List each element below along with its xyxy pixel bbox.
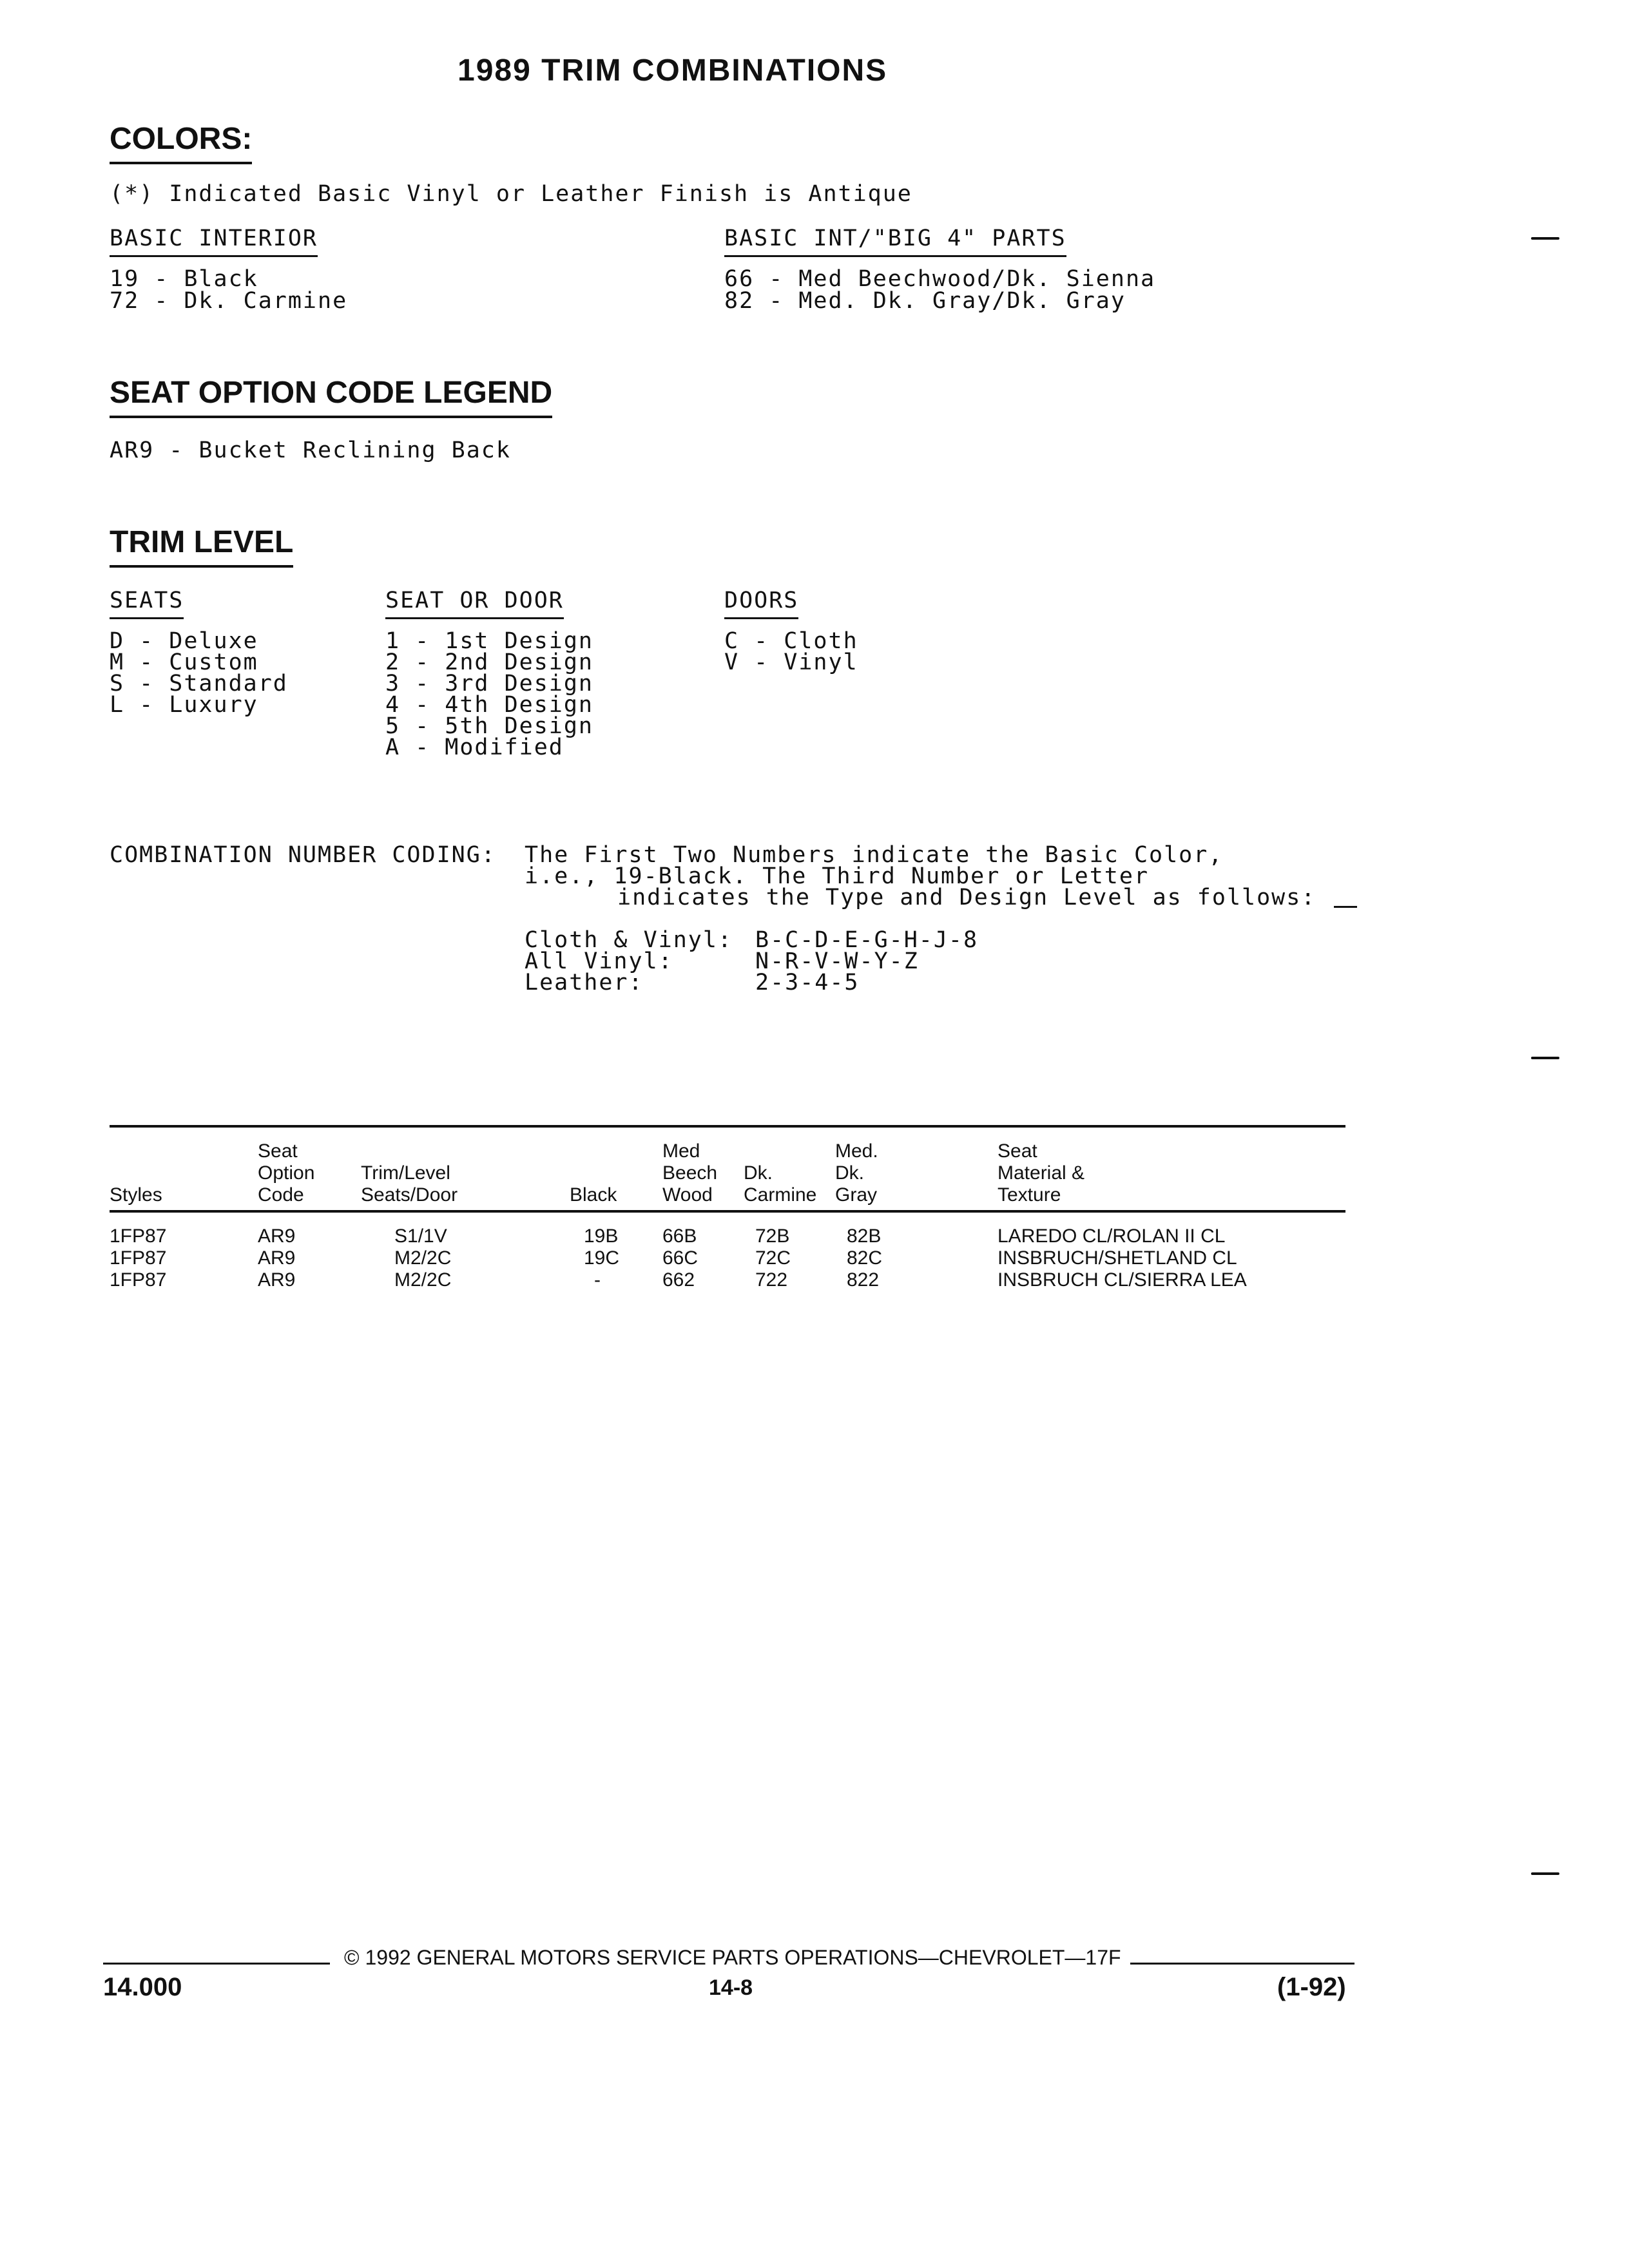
- seat-option-item: AR9 - Bucket Reclining Back: [110, 437, 511, 463]
- table-top-rule: [110, 1125, 1345, 1128]
- header-trim-level: Seats/Door: [361, 1184, 458, 1206]
- cell-trim-level: M2/2C: [394, 1269, 452, 1291]
- cell-seat-material: LAREDO CL/ROLAN II CL: [998, 1225, 1226, 1247]
- margin-tick: [1531, 237, 1559, 240]
- cell-med-dk-gray: 82C: [847, 1247, 883, 1269]
- coding-underline: [1334, 906, 1357, 908]
- header-med-beech-wood: Wood: [662, 1184, 713, 1206]
- header-seat-option-code: Option: [258, 1162, 315, 1184]
- cell-dk-carmine: 72B: [755, 1225, 790, 1247]
- header-black: Black: [570, 1184, 617, 1206]
- cell-med-dk-gray: 822: [847, 1269, 880, 1291]
- basic-int-parts-item: 66 - Med Beechwood/Dk. Sienna: [724, 266, 1156, 292]
- seat-or-door-item: 2 - 2nd Design: [385, 649, 594, 675]
- cell-style: 1FP87: [110, 1247, 167, 1269]
- cell-black: 19B: [584, 1225, 619, 1247]
- footer-copyright: © 1992 GENERAL MOTORS SERVICE PARTS OPERATIONS—CHEVROLET—17F: [344, 1946, 1121, 1969]
- cell-seat-option: AR9: [258, 1269, 296, 1291]
- basic-int-parts-item: 82 - Med. Dk. Gray/Dk. Gray: [724, 288, 1126, 314]
- header-seat-material: Texture: [998, 1184, 1061, 1206]
- doors-item: C - Cloth: [724, 628, 858, 654]
- cell-seat-material: INSBRUCH/SHETLAND CL: [998, 1247, 1237, 1269]
- header-med-dk-gray: Gray: [835, 1184, 878, 1206]
- coding-type-codes: B-C-D-E-G-H-J-8: [755, 927, 979, 953]
- seat-or-door-item: A - Modified: [385, 735, 564, 760]
- header-trim-level: Trim/Level: [361, 1162, 450, 1184]
- page-title: 1989 TRIM COMBINATIONS: [458, 53, 888, 88]
- colors-note: (*) Indicated Basic Vinyl or Leather Finish is Antique: [110, 181, 912, 207]
- header-med-beech-wood: Med: [662, 1140, 700, 1162]
- seats-label: SEATS: [110, 588, 184, 619]
- cell-seat-option: AR9: [258, 1225, 296, 1247]
- cell-black: 19C: [584, 1247, 620, 1269]
- footer-left-rule: [103, 1963, 330, 1965]
- coding-type-name: Leather:: [525, 970, 644, 995]
- footer-section-number: 14.000: [103, 1973, 182, 2001]
- cell-seat-option: AR9: [258, 1247, 296, 1269]
- cell-med-beech-wood: 66C: [662, 1247, 699, 1269]
- coding-type-codes: 2-3-4-5: [755, 970, 860, 995]
- seat-option-heading: SEAT OPTION CODE LEGEND: [110, 375, 552, 418]
- header-seat-material: Seat: [998, 1140, 1037, 1162]
- header-dk-carmine: Carmine: [744, 1184, 817, 1206]
- basic-int-parts-label: BASIC INT/"BIG 4" PARTS: [724, 226, 1066, 257]
- coding-line: i.e., 19-Black. The Third Number or Letter: [525, 863, 1150, 889]
- colors-heading: COLORS:: [110, 121, 252, 164]
- cell-med-dk-gray: 82B: [847, 1225, 882, 1247]
- coding-type-codes: N-R-V-W-Y-Z: [755, 948, 919, 974]
- header-seat-option-code: Code: [258, 1184, 304, 1206]
- cell-style: 1FP87: [110, 1225, 167, 1247]
- basic-interior-item: 19 - Black: [110, 266, 258, 292]
- cell-med-beech-wood: 66B: [662, 1225, 697, 1247]
- header-styles: Styles: [110, 1184, 162, 1206]
- cell-trim-level: M2/2C: [394, 1247, 452, 1269]
- cell-dk-carmine: 72C: [755, 1247, 791, 1269]
- seat-or-door-item: 5 - 5th Design: [385, 713, 594, 739]
- margin-tick: [1531, 1872, 1559, 1875]
- seat-or-door-item: 4 - 4th Design: [385, 692, 594, 718]
- cell-dk-carmine: 722: [755, 1269, 788, 1291]
- seats-item: S - Standard: [110, 671, 288, 697]
- seats-item: L - Luxury: [110, 692, 258, 718]
- margin-tick: [1531, 1057, 1559, 1059]
- basic-interior-item: 72 - Dk. Carmine: [110, 288, 348, 314]
- coding-label: COMBINATION NUMBER CODING:: [110, 842, 496, 868]
- cell-med-beech-wood: 662: [662, 1269, 695, 1291]
- coding-type-name: Cloth & Vinyl:: [525, 927, 733, 953]
- header-med-dk-gray: Dk.: [835, 1162, 864, 1184]
- footer-right-rule: [1130, 1963, 1354, 1965]
- trim-level-heading: TRIM LEVEL: [110, 524, 293, 568]
- seats-item: M - Custom: [110, 649, 258, 675]
- seats-item: D - Deluxe: [110, 628, 258, 654]
- header-med-dk-gray: Med.: [835, 1140, 878, 1162]
- coding-line: The First Two Numbers indicate the Basic Color,: [525, 842, 1224, 868]
- doors-label: DOORS: [724, 588, 798, 619]
- header-seat-option-code: Seat: [258, 1140, 298, 1162]
- header-med-beech-wood: Beech: [662, 1162, 718, 1184]
- header-dk-carmine: Dk.: [744, 1162, 773, 1184]
- cell-trim-level: S1/1V: [394, 1225, 447, 1247]
- cell-style: 1FP87: [110, 1269, 167, 1291]
- seat-or-door-item: 1 - 1st Design: [385, 628, 594, 654]
- seat-or-door-label: SEAT OR DOOR: [385, 588, 564, 619]
- table-header-rule: [110, 1210, 1345, 1213]
- coding-type-name: All Vinyl:: [525, 948, 673, 974]
- header-seat-material: Material &: [998, 1162, 1085, 1184]
- cell-black: -: [594, 1269, 601, 1291]
- basic-interior-label: BASIC INTERIOR: [110, 226, 318, 257]
- cell-seat-material: INSBRUCH CL/SIERRA LEA: [998, 1269, 1247, 1291]
- coding-line: indicates the Type and Design Level as follows:: [617, 885, 1316, 910]
- seat-or-door-item: 3 - 3rd Design: [385, 671, 594, 697]
- footer-page-number: 14-8: [709, 1975, 753, 2000]
- footer-date: (1-92): [1277, 1973, 1346, 2001]
- doors-item: V - Vinyl: [724, 649, 858, 675]
